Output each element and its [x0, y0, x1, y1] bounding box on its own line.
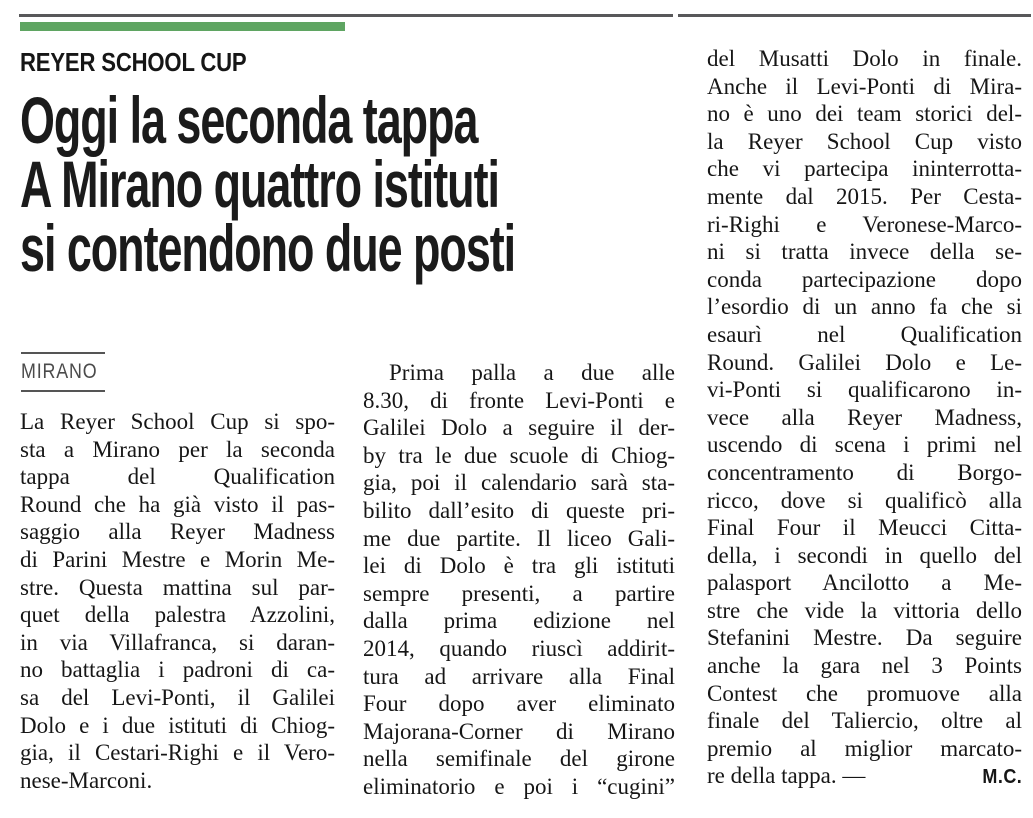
kicker-accent-bar: [20, 22, 345, 31]
dateline-block: [21, 352, 105, 392]
body-text-line: vi-Ponti si qualificarono in-: [707, 377, 1022, 403]
body-text-line: concentramento di Borgo-: [707, 459, 1022, 485]
body-text-line: quet della palestra Azzolini,: [20, 602, 335, 628]
body-text-line: premio al miglior marcato-: [707, 735, 1022, 761]
body-text-line: 8.30, di fronte Levi-Ponti e: [363, 387, 675, 413]
kicker: REYER SCHOOL CUP: [20, 47, 247, 77]
body-column-2: [363, 359, 675, 801]
body-text-line: La Reyer School Cup si spo-: [20, 409, 335, 434]
body-text-line: Anche il Levi-Ponti di Mira-: [707, 73, 1022, 99]
body-text-line: Majorana-Corner di Mirano: [363, 718, 675, 744]
body-text-line: Round. Galilei Dolo e Le-: [707, 349, 1022, 375]
body-text-line: stre. Questa mattina sul par-: [20, 574, 335, 600]
body-text-line: me due partite. Il liceo Gali-: [363, 525, 675, 551]
body-text-line: Final Four il Meucci Citta-: [707, 515, 1022, 541]
body-text-line: 2014, quando riuscì addirit-: [363, 635, 675, 661]
headline: [20, 83, 516, 285]
body-text-line: Stefanini Mestre. Da seguire: [707, 625, 1022, 651]
closing-text: re della tappa. —: [707, 763, 866, 788]
body-text-line: esaurì nel Qualification: [707, 321, 1022, 347]
body-text-line: no è uno dei team storici del-: [707, 101, 1022, 127]
top-rule-left: [19, 14, 673, 17]
body-text-line: gia, il Cestari-Righi e il Vero-: [20, 740, 335, 766]
body-text-line: anche la gara nel 3 Points: [707, 653, 1022, 679]
body-text-line: ni si tratta invece della se-: [707, 239, 1022, 265]
body-text-line: Dolo e i due istituti di Chiog-: [20, 712, 335, 738]
body-column-1: [20, 408, 335, 794]
headline-line-3: si contendono due posti: [20, 211, 516, 285]
body-text-line: stre che vide la vittoria dello: [707, 597, 1022, 623]
body-text-line: sta a Mirano per la seconda: [20, 436, 335, 462]
byline: M.C.: [982, 766, 1022, 788]
body-column-3: [707, 45, 1022, 762]
body-text-line: l’esordio di un anno fa che si: [707, 294, 1022, 320]
body-text-line: Prima palla a due alle: [389, 360, 675, 385]
body-text-line: palasport Ancilotto a Me-: [707, 570, 1022, 596]
body-text-line: ri-Righi e Veronese-Marco-: [707, 211, 1022, 237]
body-text-line: saggio alla Reyer Madness: [20, 519, 335, 545]
body-text-line: nella semifinale del girone: [363, 746, 675, 772]
body-text-line: del Musatti Dolo in finale.: [707, 46, 1022, 71]
body-text-line: Contest che promuove alla: [707, 680, 1022, 706]
top-rule-right: [678, 14, 1031, 17]
body-text-line: no battaglia i padroni di ca-: [20, 657, 335, 683]
body-text-line: di Parini Mestre e Morin Me-: [20, 546, 335, 572]
body-text-line: ricco, dove si qualificò alla: [707, 487, 1022, 513]
dateline-label: MIRANO: [21, 360, 98, 383]
body-text-line: Four dopo aver eliminato: [363, 691, 675, 717]
body-text-line: Round che ha già visto il pas-: [20, 491, 335, 517]
body-text-line: gia, poi il calendario sarà sta-: [363, 470, 675, 496]
body-text-line: in via Villafranca, si daran-: [20, 629, 335, 655]
body-text-line: conda partecipazione dopo: [707, 266, 1022, 292]
headline-line-2: A Mirano quattro istituti: [20, 147, 499, 221]
headline-line-1: Oggi la seconda tappa: [20, 83, 478, 157]
body-text-line: che vi partecipa ininterrotta-: [707, 156, 1022, 182]
body-text-line: by tra le due scuole di Chiog-: [363, 442, 675, 468]
closing-line: [707, 762, 1022, 790]
body-text-line: dalla prima edizione nel: [363, 608, 675, 634]
body-text-line: lei di Dolo è tra gli istituti: [363, 553, 675, 579]
body-text-line: Galilei Dolo a seguire il der-: [363, 415, 675, 441]
body-text-line: sa del Levi-Ponti, il Galilei: [20, 684, 335, 710]
body-text-line: uscendo di scena i primi nel: [707, 432, 1022, 458]
body-text-line: eliminatorio e poi i “cugini”: [363, 773, 675, 799]
body-text-line: bilito dall’esito di queste pri-: [363, 497, 675, 523]
body-text-line: la Reyer School Cup visto: [707, 128, 1022, 154]
body-text-line: sempre presenti, a partire: [363, 580, 675, 606]
body-text-line: mente dal 2015. Per Cesta-: [707, 183, 1022, 209]
body-text-line: vece alla Reyer Madness,: [707, 404, 1022, 430]
body-text-line: finale del Taliercio, oltre al: [707, 708, 1022, 734]
body-text-line: tappa del Qualification: [20, 464, 335, 490]
body-text-line: della, i secondi in quello del: [707, 542, 1022, 568]
body-text-line: tura ad arrivare alla Final: [363, 663, 675, 689]
body-text-line: nese-Marconi.: [20, 767, 153, 793]
